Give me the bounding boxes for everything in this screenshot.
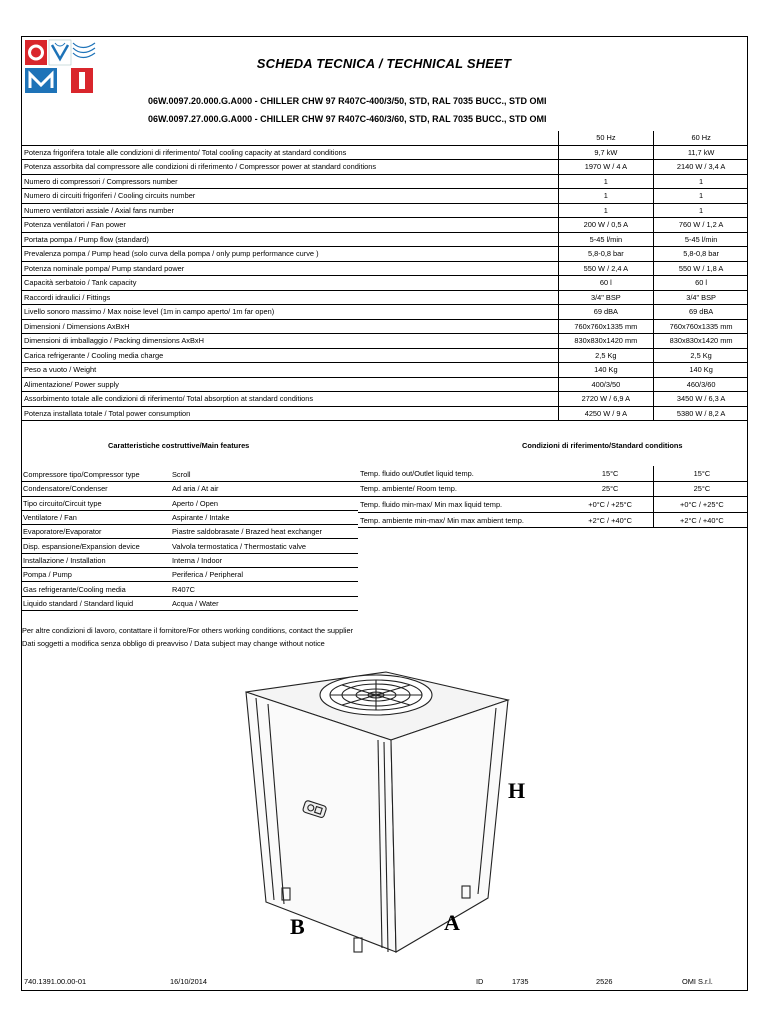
spec-value-50hz: 830x830x1420 mm [558,334,654,349]
spec-value-50hz: 5-45 l/min [558,232,654,247]
feature-value: Aperto / Open [171,496,358,510]
feature-value: Valvola termostatica / Thermostatic valve [171,539,358,553]
feature-row [22,539,358,553]
spec-row [22,145,748,160]
spec-label: Dimensioni di imballaggio / Packing dimensions AxBxH [22,334,558,349]
spec-value-60hz: 760x760x1335 mm [654,319,748,334]
feature-name: Tipo circuito/Circuit type [22,496,171,510]
spec-label: Peso a vuoto / Weight [22,363,558,378]
spec-value-60hz: 3/4" BSP [654,290,748,305]
spec-value-50hz: 140 Kg [558,363,654,378]
spec-label: Potenza installata totale / Total power consumption [22,406,558,421]
footer-date: 16/10/2014 [170,977,207,986]
model-line-50hz: 06W.0097.20.000.G.A000 - CHILLER CHW 97 R407C-400/3/50, STD, RAL 7035 BUCC., STD OMI [148,96,547,106]
feature-row [22,582,358,596]
spec-value-50hz: 1 [558,189,654,204]
spec-value-60hz: 1 [654,203,748,218]
condition-name: Temp. ambiente min-max/ Min max ambient temp. [358,512,565,528]
feature-value: Aspirante / Intake [171,510,358,524]
feature-row [22,525,358,539]
footer-doc-code: 740.1391.00.00-01 [24,977,87,986]
spec-value-60hz: 60 l [654,276,748,291]
spec-row [22,189,748,204]
spec-value-50hz: 550 W / 2,4 A [558,261,654,276]
spec-value-50hz: 5,8-0,8 bar [558,247,654,262]
spec-value-60hz: 11,7 kW [654,145,748,160]
spec-label: Assorbimento totale alle condizioni di riferimento/ Total absorption at standard conditions [22,392,558,407]
features-table [22,468,358,611]
spec-value-60hz: 1 [654,189,748,204]
spec-row [22,174,748,189]
spec-value-50hz: 60 l [558,276,654,291]
spec-row [22,377,748,392]
feature-row [22,553,358,567]
spec-value-60hz: 2140 W / 3,4 A [654,160,748,175]
spec-value-50hz: 1 [558,203,654,218]
feature-row [22,596,358,610]
feature-name: Disp. espansione/Expansion device [22,539,171,553]
condition-name: Temp. ambiente/ Room temp. [358,481,565,497]
page-title: SCHEDA TECNICA / TECHNICAL SHEET [256,56,512,71]
spec-label: Alimentazione/ Power supply [22,377,558,392]
spec-label: Carica refrigerante / Cooling media charge [22,348,558,363]
feature-value: Acqua / Water [171,596,358,610]
spec-label: Prevalenza pompa / Pump head (solo curva della pompa / only pump performance curve ) [22,247,558,262]
spec-value-60hz: 1 [654,174,748,189]
spec-label: Numero di circuiti frigoriferi / Cooling circuits number [22,189,558,204]
dimension-label-a: A [444,910,460,935]
spec-value-60hz: 69 dBA [654,305,748,320]
footer-id-1: 1735 [512,977,529,986]
spec-row [22,348,748,363]
feature-value: Scroll [171,468,358,482]
feature-name: Ventilatore / Fan [22,510,171,524]
feature-name: Gas refrigerante/Cooling media [22,582,171,596]
spec-row [22,406,748,421]
spec-label: Potenza nominale pompa/ Pump standard power [22,261,558,276]
spec-label: Potenza frigorifera totale alle condizioni di riferimento/ Total cooling capacity at standard conditions [22,145,558,160]
conditions-table [358,466,748,528]
dimension-label-h: H [508,778,526,803]
spec-value-60hz: 3450 W / 6,3 A [654,392,748,407]
spec-label: Capacità serbatoio / Tank capacity [22,276,558,291]
condition-row [358,466,748,481]
feature-name: Condensatore/Condenser [22,482,171,496]
spec-value-50hz: 760x760x1335 mm [558,319,654,334]
feature-row [22,510,358,524]
condition-value-50hz: +0°C / +25°C [565,497,653,513]
spec-value-60hz: 760 W / 1,2 A [654,218,748,233]
spec-value-50hz: 1 [558,174,654,189]
spec-row [22,203,748,218]
condition-value-60hz: +2°C / +40°C [653,512,748,528]
spec-value-50hz: 2720 W / 6,9 A [558,392,654,407]
spec-row [22,232,748,247]
condition-value-60hz: +0°C / +25°C [653,497,748,513]
spec-value-50hz: 200 W / 0,5 A [558,218,654,233]
specs-header-empty [22,131,558,145]
condition-row [358,512,748,528]
spec-value-60hz: 5,8-0,8 bar [654,247,748,262]
spec-row [22,160,748,175]
condition-row [358,497,748,513]
spec-value-50hz: 4250 W / 9 A [558,406,654,421]
spec-label: Numero di compressori / Compressors number [22,174,558,189]
condition-value-60hz: 15°C [653,466,748,481]
spec-value-60hz: 5380 W / 8,2 A [654,406,748,421]
spec-value-50hz: 69 dBA [558,305,654,320]
feature-value: Piastre saldobrasate / Brazed heat exchanger [171,525,358,539]
model-line-60hz: 06W.0097.27.000.G.A000 - CHILLER CHW 97 R407C-460/3/60, STD, RAL 7035 BUCC., STD OMI [148,114,547,124]
feature-row [22,496,358,510]
spec-row [22,261,748,276]
spec-value-50hz: 9,7 kW [558,145,654,160]
feature-row [22,482,358,496]
condition-value-60hz: 25°C [653,481,748,497]
spec-value-60hz: 5-45 l/min [654,232,748,247]
feature-name: Pompa / Pump [22,568,171,582]
condition-value-50hz: 25°C [565,481,653,497]
specs-table [22,131,748,421]
spec-row [22,334,748,349]
conditions-heading: Condizioni di riferimento/Standard conditions [522,441,683,450]
spec-row [22,276,748,291]
spec-value-50hz: 3/4" BSP [558,290,654,305]
note-disclaimer: Dati soggetti a modifica senza obbligo di preavviso / Data subject may change without notice [22,639,325,648]
col-60hz-header: 60 Hz [654,131,748,145]
feature-value: Periferica / Peripheral [171,568,358,582]
chiller-drawing [226,660,556,960]
spec-label: Raccordi idraulici / Fittings [22,290,558,305]
condition-name: Temp. fluido out/Outlet liquid temp. [358,466,565,481]
spec-label: Potenza assorbita dal compressore alle condizioni di riferimento / Compressor power at standard conditions [22,160,558,175]
spec-row [22,392,748,407]
spec-value-50hz: 1970 W / 4 A [558,160,654,175]
spec-row [22,290,748,305]
spec-value-60hz: 830x830x1420 mm [654,334,748,349]
feature-name: Evaporatore/Evaporator [22,525,171,539]
dimension-label-b: B [290,914,305,939]
specs-header-row [22,131,748,145]
feature-name: Installazione / Installation [22,553,171,567]
feature-name: Compressore tipo/Compressor type [22,468,171,482]
spec-label: Portata pompa / Pump flow (standard) [22,232,558,247]
condition-name: Temp. fluido min-max/ Min max liquid temp. [358,497,565,513]
feature-value: R407C [171,582,358,596]
condition-value-50hz: +2°C / +40°C [565,512,653,528]
feature-value: Interna / Indoor [171,553,358,567]
condition-value-50hz: 15°C [565,466,653,481]
spec-label: Potenza ventilatori / Fan power [22,218,558,233]
spec-value-50hz: 400/3/50 [558,377,654,392]
features-heading: Caratteristiche costruttive/Main features [108,441,250,450]
spec-row [22,305,748,320]
feature-value: Ad aria / At air [171,482,358,496]
feature-row [22,468,358,482]
note-supplier: Per altre condizioni di lavoro, contattare il fornitore/For others working conditions, contact the supplier [22,626,354,635]
footer-id-label: ID [476,977,484,986]
spec-value-60hz: 460/3/60 [654,377,748,392]
spec-value-60hz: 140 Kg [654,363,748,378]
spec-label: Dimensioni / Dimensions AxBxH [22,319,558,334]
footer-company: OMI S.r.l. [682,977,713,986]
spec-value-60hz: 2,5 Kg [654,348,748,363]
spec-row [22,363,748,378]
spec-value-50hz: 2,5 Kg [558,348,654,363]
condition-row [358,481,748,497]
spec-row [22,218,748,233]
feature-name: Liquido standard / Standard liquid [22,596,171,610]
spec-row [22,319,748,334]
col-50hz-header: 50 Hz [558,131,654,145]
feature-row [22,568,358,582]
spec-label: Numero ventilatori assiale / Axial fans number [22,203,558,218]
spec-label: Livello sonoro massimo / Max noise level (1m in campo aperto/ 1m far open) [22,305,558,320]
spec-row [22,247,748,262]
footer-id-2: 2526 [596,977,613,986]
spec-value-60hz: 550 W / 1,8 A [654,261,748,276]
